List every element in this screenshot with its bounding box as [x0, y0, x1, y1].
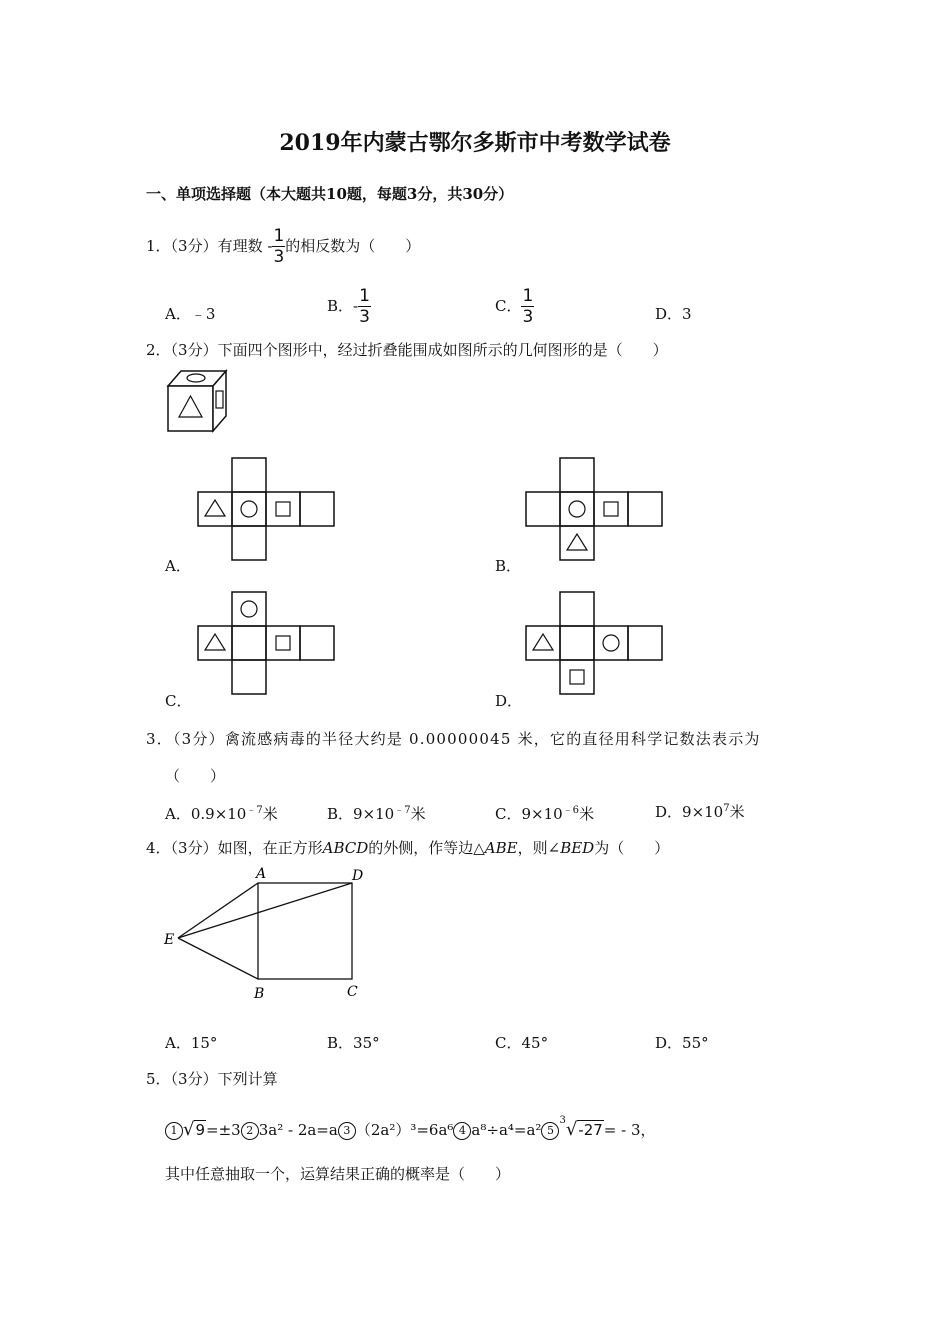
- q3-option-d[interactable]: D．$9\times 10^7$米: [655, 803, 745, 821]
- circle-icon: [569, 501, 585, 517]
- page-title: 2019年内蒙古鄂尔多斯市中考数学试卷: [279, 130, 671, 156]
- q3-text-continued: （ ）: [165, 767, 226, 785]
- label-d: D: [352, 868, 364, 884]
- q2-option-b-label[interactable]: B．: [495, 557, 522, 575]
- q5-question: 其中任意抽取一个，运算结果正确的概率是（ ）: [165, 1165, 511, 1183]
- circle-icon: [241, 601, 257, 617]
- square-icon: [276, 502, 290, 516]
- q4-option-d[interactable]: D．55°: [655, 1034, 709, 1052]
- q2-option-d-label[interactable]: D．: [495, 692, 523, 710]
- question-2: 2．（3分）下面四个图形中，经过折叠能围成如图所示的几何图形的是（ ）: [146, 341, 668, 359]
- circle-icon: [603, 635, 619, 651]
- question-3: 3．（3分）禽流感病毒的半径大约是 0.00000045 米，它的直径用科学记数法表示为: [146, 730, 761, 748]
- circled-number: 1: [165, 1122, 183, 1140]
- q1-option-b[interactable]: B．- $\frac{1}{3}$: [327, 286, 370, 327]
- q1-option-c[interactable]: C． $\frac{1}{3}$: [495, 286, 534, 327]
- circled-number: 3: [338, 1122, 356, 1140]
- label-c: C: [347, 984, 358, 1000]
- question-4: 4．（3分）如图，在正方形ABCD的外侧，作等边△ABE，则∠BED为（ ）: [146, 839, 670, 857]
- question-5: 5．（3分）下列计算: [146, 1070, 278, 1088]
- question-1: [146, 228, 420, 266]
- cube-figure: [165, 368, 229, 434]
- q3-option-a[interactable]: A．$0.9\times 10^{﹣7}$米: [165, 805, 278, 823]
- label-e: E: [164, 932, 175, 948]
- net-option-b: [524, 456, 666, 564]
- q4-option-c[interactable]: C．45°: [495, 1034, 549, 1052]
- net-option-a: [196, 456, 338, 564]
- label-b: B: [254, 986, 265, 1002]
- square-triangle-figure: [160, 860, 370, 1010]
- circled-number: 2: [241, 1122, 259, 1140]
- triangle-icon: [533, 634, 553, 650]
- q1-option-d[interactable]: D．3: [655, 305, 692, 323]
- circle-icon: [241, 501, 257, 517]
- q4-option-b[interactable]: B．35°: [327, 1034, 380, 1052]
- circled-number: 4: [453, 1122, 471, 1140]
- q1-number: 1．: [146, 237, 171, 255]
- square-icon: [570, 670, 584, 684]
- q3-option-c[interactable]: C．$9\times 10^{﹣6}$米: [495, 805, 595, 823]
- q4-option-a[interactable]: A．15°: [165, 1034, 218, 1052]
- q2-option-a-label[interactable]: A．: [165, 557, 191, 575]
- triangle-icon: [205, 634, 225, 650]
- q1-text-a: 有理数 -: [217, 237, 273, 255]
- q3-option-b[interactable]: B．$9\times 10^{﹣7}$米: [327, 805, 426, 823]
- net-option-c: [196, 590, 338, 698]
- q1-option-a[interactable]: A．﹣3: [165, 305, 216, 323]
- triangle-icon: [567, 534, 587, 550]
- square-icon: [276, 636, 290, 650]
- section-header: 一、单项选择题（本大题共10题，每题3分，共30分）: [146, 185, 514, 203]
- square-icon: [604, 502, 618, 516]
- q5-expressions: 1 √9=±3 2 3a² - 2a=a 3 （2a²）³=6a⁶ 4 a⁸÷a⁴=a² $5^3√-27= - 3$，: [165, 1115, 656, 1140]
- net-option-d: [524, 590, 666, 698]
- label-a: A: [256, 866, 267, 882]
- q1-points: （3分）: [170, 237, 218, 255]
- circled-number: 5: [541, 1122, 559, 1140]
- triangle-icon: [205, 500, 225, 516]
- q1-fraction: $\frac{1}{3}$: [273, 226, 285, 267]
- q1-text-b: 的相反数为（ ）: [285, 237, 421, 255]
- q2-option-c-label[interactable]: C．: [165, 692, 192, 710]
